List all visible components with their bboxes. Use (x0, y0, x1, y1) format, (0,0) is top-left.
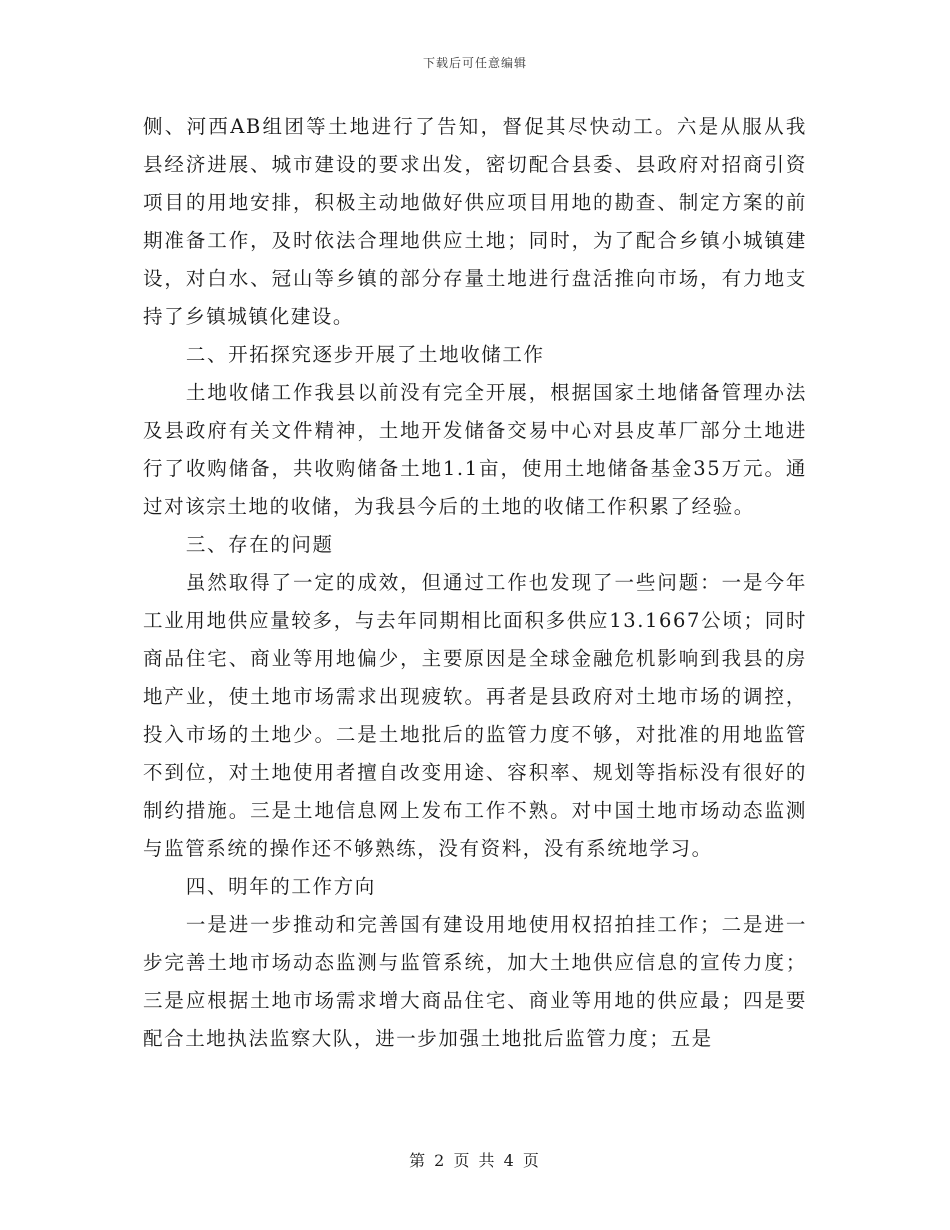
page-header: 下载后可任意编辑 (422, 56, 527, 70)
section-heading-2: 二、开拓探究逐步开展了土地收储工作 (185, 343, 545, 366)
paragraph-land-reserve: 土地收储工作我县以前没有完全开展，根据国家土地储备管理办法及县政府有关文件精神，土地开发储备交易中心对县皮革厂部分土地进行了收购储备，共收购储备土地1.1亩，使用土地储备基金35万元。通过对该宗土地的收储，为我县今后的土地的收储工作积累了经验。 (143, 381, 807, 518)
section-heading-3: 三、存在的问题 (185, 533, 334, 556)
page-number: 第 2 页 共 4 页 (409, 1151, 541, 1170)
paragraph-next-year: 一是进一步推动和完善国有建设用地使用权招拍挂工作；二是进一步完善土地市场动态监测与监管系统，加大土地供应信息的宣传力度；三是应根据土地市场需求增大商品住宅、商业等用地的供应最；四是要配合土地执法监察大队，进一步加强土地批后监管力度；五是 (143, 913, 807, 1050)
section-heading-4: 四、明年的工作方向 (185, 875, 376, 898)
document-body (143, 108, 807, 1058)
paragraph-problems: 虽然取得了一定的成效，但通过工作也发现了一些问题：一是今年工业用地供应量较多，与去年同期相比面积多供应13.1667公顷；同时商品住宅、商业等用地偏少，主要原因是全球金融危机影响到我县的房地产业，使土地市场需求出现疲软。再者是县政府对土地市场的调控，投入市场的土地少。二是土地批后的监管力度不够，对批准的用地监管不到位，对土地使用者擅自改变用途、容积率、规划等指标没有很好的制约措施。三是土地信息网上发布工作不熟。对中国土地市场动态监测与监管系统的操作还不够熟练，没有资料，没有系统地学习。 (143, 571, 807, 860)
paragraph-continuation: 侧、河西AB组团等土地进行了告知，督促其尽快动工。六是从服从我县经济进展、城市建设的要求出发，密切配合县委、县政府对招商引资项目的用地安排，积极主动地做好供应项目用地的勘查、制定方案的前期准备工作，及时依法合理地供应土地；同时，为了配合乡镇小城镇建设，对白水、冠山等乡镇的部分存量土地进行盘活推向市场，有力地支持了乡镇城镇化建设。 (143, 115, 807, 328)
